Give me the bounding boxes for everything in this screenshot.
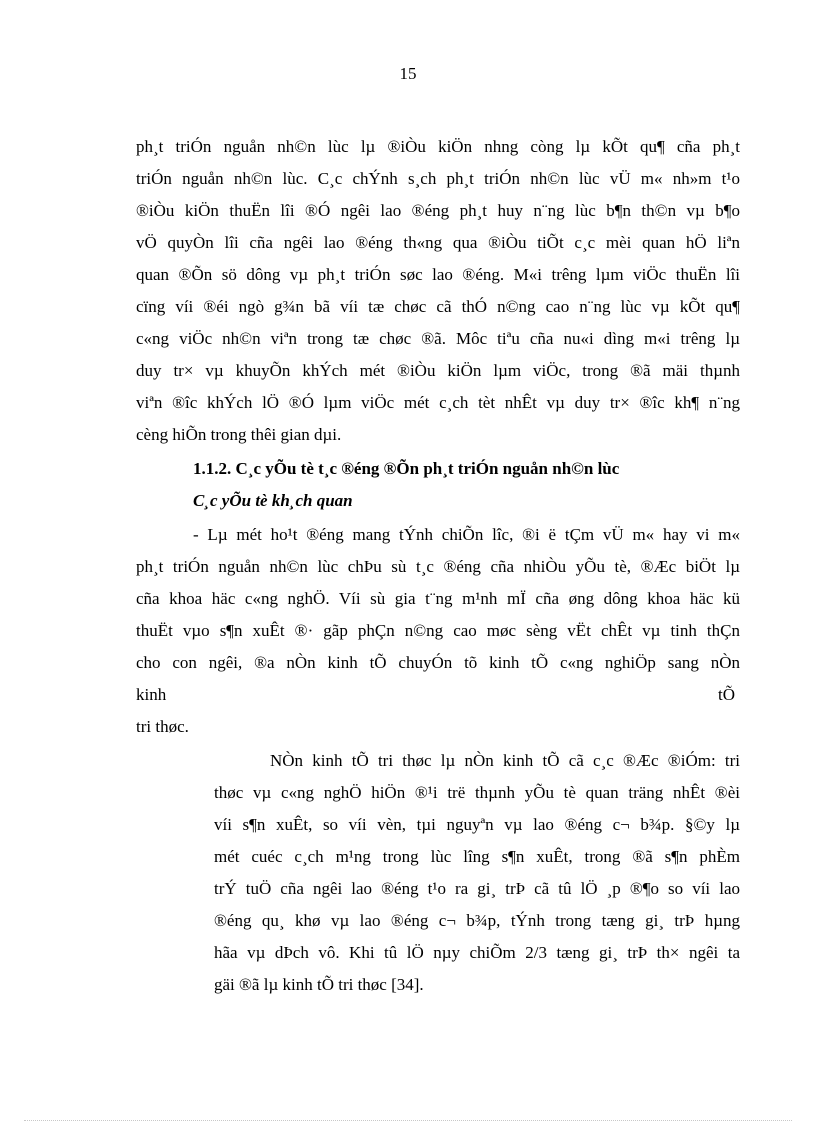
text-line: cèng hiÕn trong thêi gian dµi. xyxy=(136,425,342,444)
subsection-heading: C¸c yÕu tè kh¸ch quan xyxy=(193,491,353,510)
section-heading: 1.1.2. C¸c yÕu tè t¸c ®éng ®Õn ph¸t triÓn nguån nh©n lùc xyxy=(193,459,620,478)
text-line: triÓn nguån nh©n lùc. C¸c chÝnh s¸ch ph¸t triÓn nh©n lùc vÜ m« nh»m t¹o xyxy=(136,169,740,188)
text-line: - Lµ mét ho¹t ®éng mang tÝnh chiÕn lîc, ®i ë tÇm vÜ m« hay vi m« xyxy=(193,525,740,544)
page-number: 15 xyxy=(399,64,417,83)
text-line: quan ®Õn sö dông vµ ph¸t triÓn søc lao ®éng. M«i trêng lµm viÖc thuËn lîi xyxy=(136,265,740,284)
text-line: hãa vµ dÞch vô. Khi tû lÖ nµy chiÕm 2/3 tæng gi¸ trÞ th× ngêi ta xyxy=(214,943,740,962)
text-line: cïng víi ®éi ngò g¾n bã víi tæ chøc cã thÓ n©ng cao n¨ng lùc vµ kÕt qu¶ xyxy=(136,297,740,316)
text-line: thøc vµ c«ng nghÖ hiÖn ®¹i trë thµnh yÕu tè quan träng nhÊt ®èi xyxy=(214,783,740,802)
text-line: trÝ tuÖ cña ngêi lao ®éng t¹o ra gi¸ trÞ cã tû lÖ ¸p ®¶o so víi lao xyxy=(214,879,740,898)
text-line: ph¸t triÓn nguån nh©n lùc chÞu sù t¸c ®éng cña nhiÒu yÕu tè, ®Æc biÖt lµ xyxy=(136,557,740,576)
text-line: mét cuéc c¸ch m¹ng trong lùc lîng s¶n xuÊt, trong ®ã s¶n phÈm xyxy=(214,847,740,866)
text-line: ®iÒu kiÖn thuËn lîi ®Ó ngêi lao ®éng ph¸t huy n¨ng lùc b¶n th©n vµ b¶o xyxy=(136,201,740,220)
text-line: tÕ xyxy=(718,685,735,704)
text-line: gäi ®ã lµ kinh tÕ tri thøc [34]. xyxy=(214,975,424,994)
text-line: ®éng qu¸ khø vµ lao ®éng c¬ b¾p, tÝnh trong tæng gi¸ trÞ hµng xyxy=(214,911,740,930)
text-line: duy tr× vµ khuyÕn khÝch mét ®iÒu kiÖn lµm viÖc, trong ®ã mäi thµnh xyxy=(136,361,740,380)
text-line: vÖ quyÒn lîi cña ngêi lao ®éng th«ng qua ®iÒu tiÕt c¸c mèi quan hÖ liªn xyxy=(136,233,740,252)
text-line: cña khoa häc c«ng nghÖ. Víi sù gia t¨ng m¹nh mÏ cña øng dông khoa häc kü xyxy=(136,589,740,608)
text-line: kinh xyxy=(136,685,167,704)
text-line: NÒn kinh tÕ tri thøc lµ nÒn kinh tÕ cã c¸c ®Æc ®iÓm: tri xyxy=(270,751,740,770)
text-line: thuËt vµo s¶n xuÊt ®· gãp phÇn n©ng cao møc sèng vËt chÊt vµ tinh thÇn xyxy=(136,621,740,640)
page-bottom-rule xyxy=(24,1120,792,1121)
text-line: ph¸t triÓn nguån nh©n lùc lµ ®iÒu kiÖn nhng còng lµ kÕt qu¶ cña ph¸t xyxy=(136,137,740,156)
text-line: cho con ngêi, ®a nÒn kinh tÕ chuyÓn tõ kinh tÕ c«ng nghiÖp sang nÒn xyxy=(136,653,740,672)
text-line: víi s¶n xuÊt, so víi vèn, tµi nguyªn vµ lao ®éng c¬ b¾p. §©y lµ xyxy=(214,815,740,834)
text-line: viªn ®îc khÝch lÖ ®Ó lµm viÖc mét c¸ch tèt nhÊt vµ duy tr× ®îc kh¶ n¨ng xyxy=(136,393,740,412)
text-line: c«ng viÖc nh©n viªn trong tæ chøc ®ã. Môc tiªu cña nu«i dìng m«i trêng lµ xyxy=(136,329,740,348)
text-line: tri thøc. xyxy=(136,717,189,736)
